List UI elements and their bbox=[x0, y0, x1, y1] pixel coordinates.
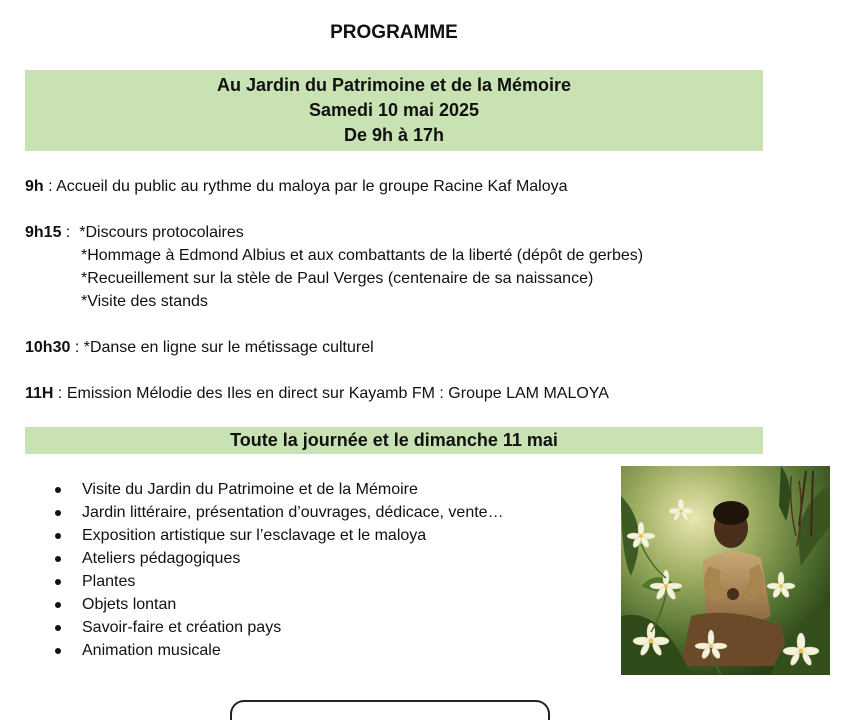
schedule-subline: *Recueillement sur la stèle de Paul Verges (centenaire de sa naissance) bbox=[81, 270, 594, 287]
bullet-icon bbox=[55, 625, 61, 631]
schedule-text: *Danse en ligne sur le métissage culturel bbox=[83, 339, 374, 356]
schedule-time: 9h15 bbox=[25, 224, 62, 241]
list-item bbox=[50, 616, 504, 639]
schedule-time: 9h bbox=[25, 178, 44, 195]
bullet-icon bbox=[55, 487, 61, 493]
schedule-separator: : bbox=[53, 385, 67, 402]
schedule-item-11h bbox=[25, 382, 609, 405]
bottom-decorative-border bbox=[230, 700, 550, 720]
illustration-image bbox=[621, 466, 830, 675]
schedule-separator: : bbox=[70, 339, 84, 356]
schedule-text: Accueil du public au rythme du maloya par le groupe Racine Kaf Maloya bbox=[56, 178, 568, 195]
schedule-subline: *Visite des stands bbox=[81, 293, 208, 310]
list-item-label: Savoir-faire et création pays bbox=[82, 619, 282, 636]
bullet-icon bbox=[55, 602, 61, 608]
list-item bbox=[50, 547, 504, 570]
schedule-text: Emission Mélodie des Iles en direct sur Kayamb FM : Groupe LAM MALOYA bbox=[66, 385, 609, 402]
picture-icon bbox=[621, 466, 830, 675]
list-item bbox=[50, 501, 504, 524]
event-hours: De 9h à 17h bbox=[343, 125, 445, 145]
list-item-label: Ateliers pédagogiques bbox=[82, 550, 241, 567]
schedule-time: 10h30 bbox=[25, 339, 71, 356]
event-date: Samedi 10 mai 2025 bbox=[308, 100, 480, 120]
page-title: PROGRAMME bbox=[330, 22, 458, 43]
activities-list bbox=[50, 478, 504, 662]
list-item-label: Visite du Jardin du Patrimoine et de la Mémoire bbox=[82, 481, 418, 498]
list-item-label: Objets lontan bbox=[82, 596, 177, 613]
bullet-icon bbox=[55, 556, 61, 562]
list-item bbox=[50, 639, 504, 662]
bullet-icon bbox=[55, 648, 61, 654]
schedule-time: 11H bbox=[25, 385, 54, 402]
list-item bbox=[50, 570, 504, 593]
schedule-item-9h15 bbox=[25, 221, 244, 244]
list-item-label: Exposition artistique sur l’esclavage et le maloya bbox=[82, 527, 427, 544]
schedule-text: *Discours protocolaires bbox=[79, 224, 244, 241]
bullet-icon bbox=[55, 533, 61, 539]
bullet-icon bbox=[55, 510, 61, 516]
event-header-band bbox=[25, 70, 763, 151]
list-item bbox=[50, 524, 504, 547]
schedule-item-9h15-details bbox=[81, 244, 643, 313]
list-item bbox=[50, 593, 504, 616]
all-day-heading: Toute la journée et le dimanche 11 mai bbox=[25, 427, 763, 454]
schedule-item-10h30 bbox=[25, 336, 374, 359]
bullet-icon bbox=[55, 579, 61, 585]
list-item-label: Jardin littéraire, présentation d’ouvrages, dédicace, vente… bbox=[82, 504, 504, 521]
list-item bbox=[50, 478, 504, 501]
list-item-label: Plantes bbox=[82, 573, 136, 590]
schedule-subline: *Hommage à Edmond Albius et aux combattants de la liberté (dépôt de gerbes) bbox=[81, 247, 644, 264]
schedule-separator: : bbox=[43, 178, 57, 195]
schedule-item-9h bbox=[25, 175, 568, 198]
event-venue: Au Jardin du Patrimoine et de la Mémoire bbox=[216, 75, 572, 95]
schedule-separator: : bbox=[61, 224, 80, 241]
list-item-label: Animation musicale bbox=[82, 642, 221, 659]
